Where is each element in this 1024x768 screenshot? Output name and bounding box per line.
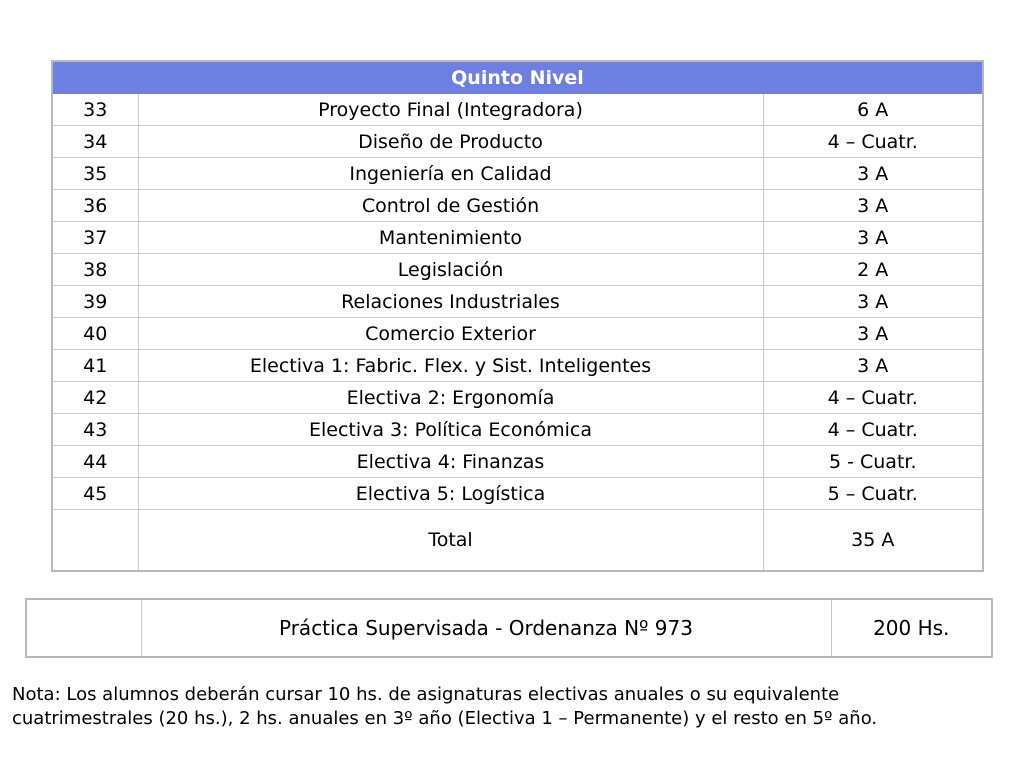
practice-value: 200 Hs. — [831, 599, 992, 657]
subject-load: 3 A — [763, 318, 983, 350]
table-header-row — [52, 61, 983, 94]
practice-row — [26, 599, 992, 657]
table-row — [52, 446, 983, 478]
table-row — [52, 94, 983, 126]
subject-name: Electiva 5: Logística — [138, 478, 763, 510]
subject-name: Mantenimiento — [138, 222, 763, 254]
subject-name: Electiva 4: Finanzas — [138, 446, 763, 478]
footnote-line-2: cuatrimestrales (20 hs.), 2 hs. anuales en 3º año (Electiva 1 – Permanente) y el resto en 5º año. — [12, 708, 878, 729]
table-row — [52, 158, 983, 190]
subject-name: Legislación — [138, 254, 763, 286]
subject-number: 41 — [52, 350, 138, 382]
table-row — [52, 222, 983, 254]
subject-number: 33 — [52, 94, 138, 126]
total-value: 35 A — [763, 510, 983, 572]
subject-number: 43 — [52, 414, 138, 446]
subject-load: 5 – Cuatr. — [763, 478, 983, 510]
total-empty-cell — [52, 510, 138, 572]
table-row — [52, 478, 983, 510]
total-label: Total — [138, 510, 763, 572]
practice-label: Práctica Supervisada - Ordenanza Nº 973 — [141, 599, 831, 657]
table-row — [52, 318, 983, 350]
subject-load: 3 A — [763, 190, 983, 222]
subject-name: Proyecto Final (Integradora) — [138, 94, 763, 126]
table-title: Quinto Nivel — [52, 61, 983, 94]
subject-number: 36 — [52, 190, 138, 222]
subject-name: Electiva 3: Política Económica — [138, 414, 763, 446]
total-row — [52, 510, 983, 572]
table-row — [52, 350, 983, 382]
fifth-level-table-body — [52, 61, 983, 571]
subject-name: Relaciones Industriales — [138, 286, 763, 318]
practice-table — [25, 598, 993, 658]
subject-number: 40 — [52, 318, 138, 350]
subject-load: 6 A — [763, 94, 983, 126]
subject-number: 44 — [52, 446, 138, 478]
subject-name: Control de Gestión — [138, 190, 763, 222]
subject-load: 3 A — [763, 222, 983, 254]
table-row — [52, 382, 983, 414]
subject-number: 35 — [52, 158, 138, 190]
subject-number: 38 — [52, 254, 138, 286]
footnote — [12, 683, 1017, 731]
subject-load: 2 A — [763, 254, 983, 286]
subject-number: 42 — [52, 382, 138, 414]
subject-load: 3 A — [763, 286, 983, 318]
subject-load: 4 – Cuatr. — [763, 126, 983, 158]
subject-number: 34 — [52, 126, 138, 158]
practice-empty-cell — [26, 599, 141, 657]
subject-name: Ingeniería en Calidad — [138, 158, 763, 190]
subject-load: 3 A — [763, 158, 983, 190]
subject-number: 37 — [52, 222, 138, 254]
subject-name: Electiva 2: Ergonomía — [138, 382, 763, 414]
table-row — [52, 254, 983, 286]
subject-load: 4 – Cuatr. — [763, 382, 983, 414]
footnote-line-1: Nota: Los alumnos deberán cursar 10 hs. de asignaturas electivas anuales o su equivalente — [12, 684, 840, 705]
subject-number: 45 — [52, 478, 138, 510]
subject-name: Comercio Exterior — [138, 318, 763, 350]
table-row — [52, 414, 983, 446]
table-row — [52, 190, 983, 222]
subject-load: 3 A — [763, 350, 983, 382]
subject-number: 39 — [52, 286, 138, 318]
subject-name: Electiva 1: Fabric. Flex. y Sist. Inteligentes — [138, 350, 763, 382]
fifth-level-table — [51, 60, 984, 572]
subject-name: Diseño de Producto — [138, 126, 763, 158]
table-row — [52, 126, 983, 158]
subject-load: 4 – Cuatr. — [763, 414, 983, 446]
subject-load: 5 - Cuatr. — [763, 446, 983, 478]
table-row — [52, 286, 983, 318]
